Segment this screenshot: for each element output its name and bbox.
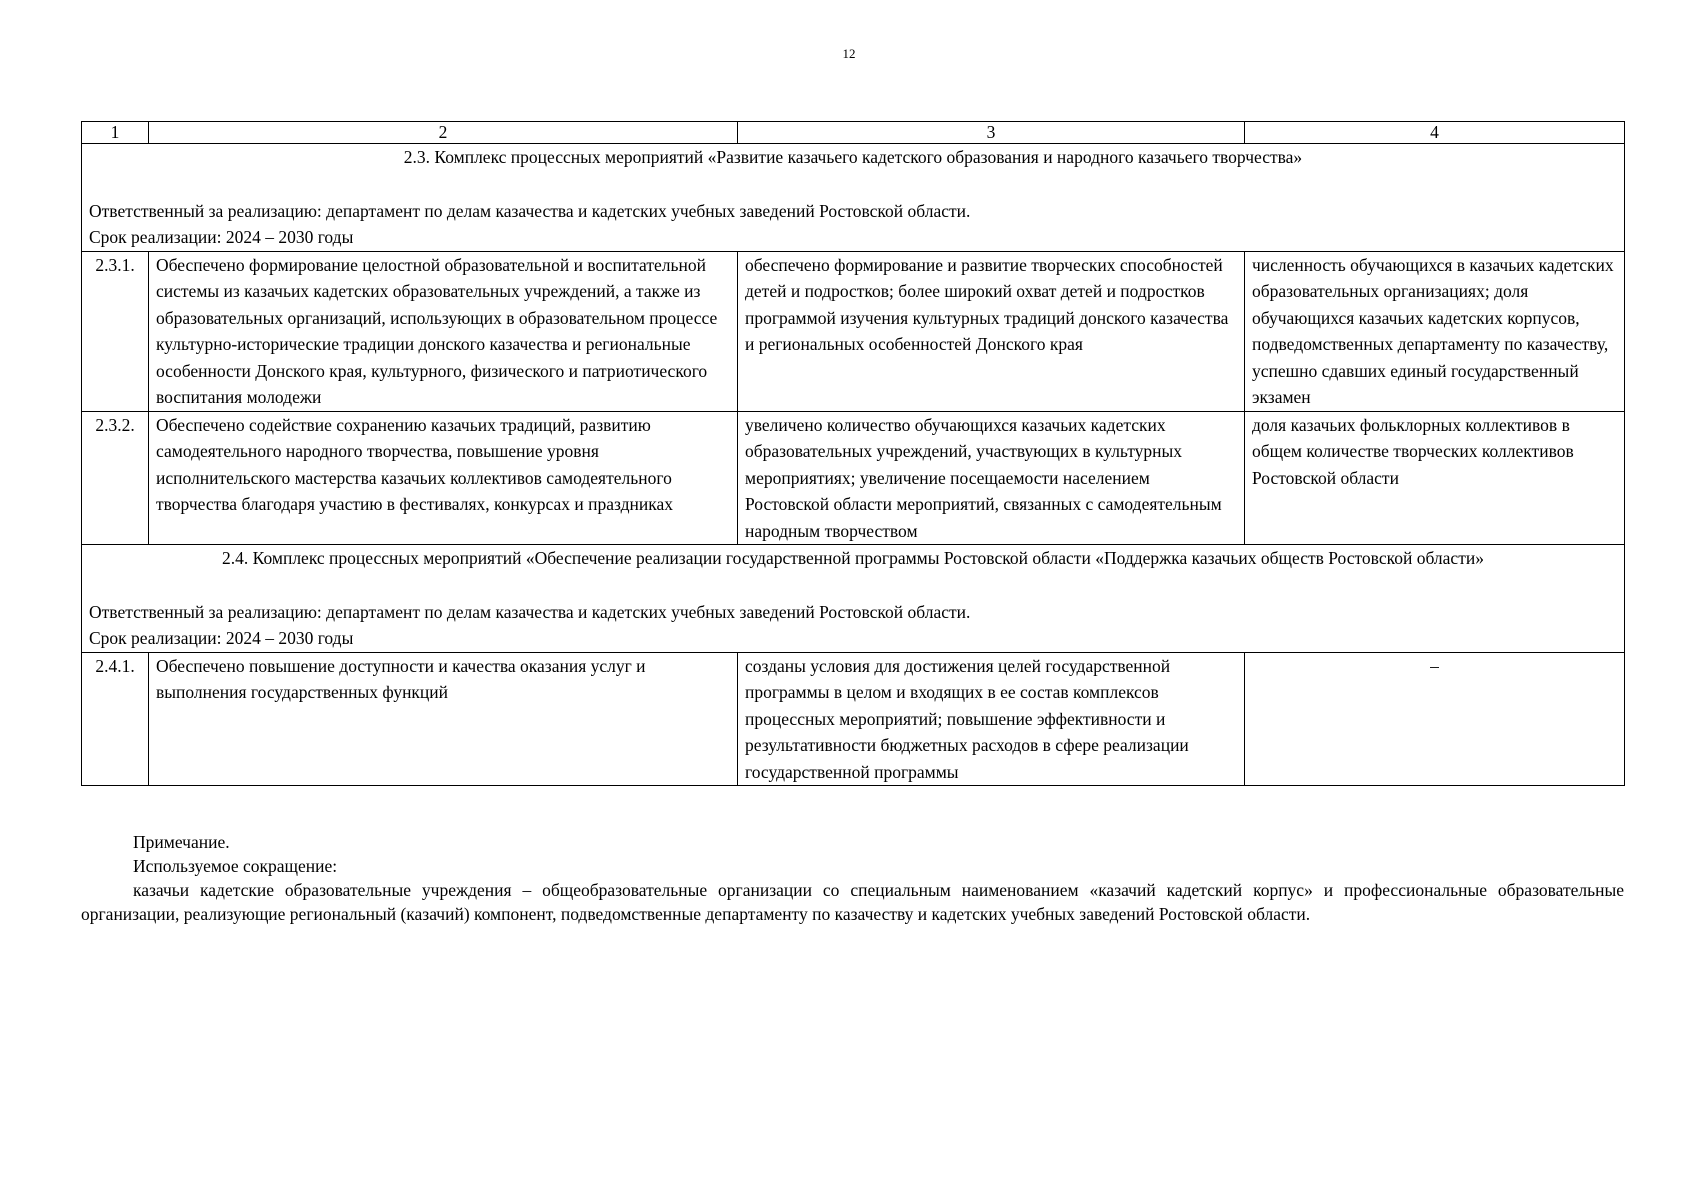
notes-abbrev-label: Используемое сокращение: bbox=[133, 856, 338, 876]
page-number: 12 bbox=[842, 46, 856, 61]
table-header-row bbox=[82, 122, 1625, 144]
row-effect: увеличено количество обучающихся казачьих кадетских образовательных учреждений, участвующих в культурных мероприятиях; увеличение посещаемости населением Ростовской области мероприятий, связанных с самодеятельным народным творчеством bbox=[738, 411, 1245, 545]
section-responsible: Ответственный за реализацию: департамент по делам казачества и кадетских учебных заведений Ростовской области. bbox=[89, 200, 971, 221]
notes-abbrev-text: казачьи кадетские образовательные учреждения – общеобразовательные организации со специальным наименованием «казачий кадетский корпус» и профессиональные образовательные организации, реализующие региональный (казачий) компонент, подведомственные департаменту по казачеству и кадетских учебных заведений Ростовской области. bbox=[81, 880, 1624, 924]
section-title: 2.3. Комплекс процессных мероприятий «Развитие казачьего кадетского образования и народного казачьего творчества» bbox=[403, 147, 1303, 167]
column-header-4: 4 bbox=[1245, 122, 1625, 144]
section-header-2-4 bbox=[82, 545, 1625, 653]
row-number: 2.4.1. bbox=[82, 652, 149, 786]
row-number: 2.3.2. bbox=[82, 411, 149, 545]
row-task: Обеспечено содействие сохранению казачьих традиций, развитию самодеятельного народного творчества, повышение уровня исполнительского мастерства казачьих коллективов самодеятельного творчества благодаря участию в фестивалях, конкурсах и праздниках bbox=[149, 411, 738, 545]
section-term: Срок реализации: 2024 – 2030 годы bbox=[89, 628, 354, 648]
section-header-row bbox=[82, 545, 1625, 653]
row-indicator: – bbox=[1245, 652, 1625, 786]
table-row bbox=[82, 652, 1625, 786]
row-number: 2.3.1. bbox=[82, 251, 149, 411]
section-term: Срок реализации: 2024 – 2030 годы bbox=[89, 227, 354, 247]
row-task: Обеспечено повышение доступности и качества оказания услуг и выполнения государственных функций bbox=[149, 652, 738, 786]
row-indicator: численность обучающихся в казачьих кадетских образовательных организациях; доля обучающихся казачьих кадетских корпусов, подведомственных департаменту по казачеству, успешно сдавших единый государственный экзамен bbox=[1245, 251, 1625, 411]
row-effect: обеспечено формирование и развитие творческих способностей детей и подростков; более широкий охват детей и подростков программой изучения культурных традиций донского казачества и региональных особенностей Донского края bbox=[738, 251, 1245, 411]
section-header-2-3 bbox=[82, 144, 1625, 252]
row-task: Обеспечено формирование целостной образовательной и воспитательной системы из казачьих кадетских образовательных учреждений, а также из образовательных организаций, использующих в образовательном процессе культурно-исторические традиции донского казачества и региональные особенности Донского края, культурного, физического и патриотического воспитания молодежи bbox=[149, 251, 738, 411]
notes-heading: Примечание. bbox=[133, 832, 230, 852]
measures-table bbox=[81, 121, 1625, 786]
section-title: 2.4. Комплекс процессных мероприятий «Обеспечение реализации государственной программы Ростовской области «Поддержка казачьих обществ Ростовской области» bbox=[222, 548, 1484, 568]
row-effect: созданы условия для достижения целей государственной программы в целом и входящих в ее состав комплексов процессных мероприятий; повышение эффективности и результативности бюджетных расходов в сфере реализации государственной программы bbox=[738, 652, 1245, 786]
section-responsible: Ответственный за реализацию: департамент по делам казачества и кадетских учебных заведений Ростовской области. bbox=[89, 601, 971, 622]
column-header-3: 3 bbox=[738, 122, 1245, 144]
row-indicator: доля казачьих фольклорных коллективов в общем количестве творческих коллективов Ростовской области bbox=[1245, 411, 1625, 545]
column-header-1: 1 bbox=[82, 122, 149, 144]
table-row bbox=[82, 251, 1625, 411]
section-header-row bbox=[82, 144, 1625, 252]
table-row bbox=[82, 411, 1625, 545]
notes-block bbox=[81, 830, 1624, 926]
column-header-2: 2 bbox=[149, 122, 738, 144]
